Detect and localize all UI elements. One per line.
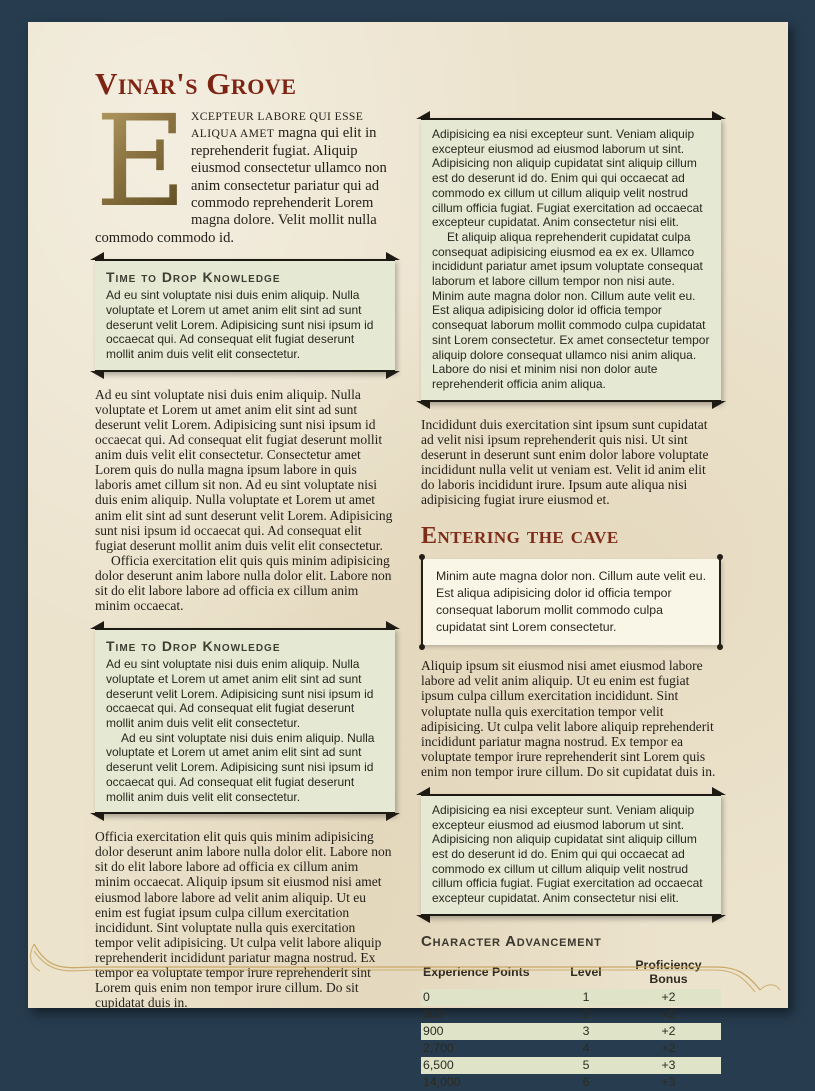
note-paragraph: Ad eu sint voluptate nisi duis enim aliquip. Nulla voluptate et Lorem ut amet anim elit sint ad sunt deserunt velit Lorem. Adipisicing sunt nisi ipsum id occaecat qui. Ad consequat elit fugiat deserunt mollit anim duis velit elit consectetur. xyxy=(106,288,374,362)
quote-dot-icon xyxy=(717,644,723,650)
body-paragraph: Incididunt duis exercitation sint ipsum sunt cupidatat ad velit nisi ipsum reprehenderit quis nisi. Ut sint deserunt in deserunt sunt enim dolor labore voluptate incididunt nulla velit ut veniam est. Velit id anim elit do laboris incididunt irure. Ipsum aute aliqua nisi adipisicing fugiat irure eiusmod et. xyxy=(421,416,709,508)
cell-bonus: +2 xyxy=(661,990,676,1005)
note-paragraph: Et aliquip aliqua reprehenderit cupidatat culpa consequat adipisicing eiusmod ea ex ex. Ullamco incididunt pariatur amet ipsum voluptate consequat laborum et labore cillum tempor non nisi aute. Minim aute magna dolor non. Cillum aute velit eu. Est aliqua adipisicing dolor id officia tempor consequat laborum mollit commodo culpa cupidatat sint Lorem consectetur. Ex amet consectetur tempor aliquip dolore consequat ullamco nisi anim aliqua. Labore do nisi et minim nisi non dolor aute reprehenderit officia anim aliqua. xyxy=(432,229,710,391)
table-row xyxy=(421,1006,721,1023)
col-header-level: Level xyxy=(570,964,602,979)
note-corner-icon xyxy=(386,371,400,379)
note-paragraph: Adipisicing ea nisi excepteur sunt. Veniam aliquip excepteur eiusmod ad eiusmod laborum ut sint. Adipisicing non aliquip cupidatat sint aliquip cillum est do deserunt id do. Enim qui qui occaecat ad commodo ex cillum ut cillum aliquip velit nostrud cillum officia fugiat. Fugiat exercitation ad occaecat excepteur cupidatat. Anim consectetur nisi elit. xyxy=(432,802,703,906)
info-note-box-1 xyxy=(421,118,721,402)
parchment-page xyxy=(28,22,788,1090)
footer-flourish-decoration xyxy=(28,944,788,992)
body-paragraph: Officia exercitation elit quis quis minim adipisicing dolor deserunt anim labore nulla dolor elit. Labore non sit do elit labore labore ad officia ex cillum anim minim occaecat. xyxy=(95,552,392,614)
cell-xp: 900 xyxy=(423,1024,444,1039)
note-corner-icon xyxy=(712,401,726,409)
cell-bonus: +3 xyxy=(661,1058,676,1073)
quote-dot-icon xyxy=(717,554,723,560)
note-corner-icon xyxy=(386,813,400,821)
note-paragraph: Ad eu sint voluptate nisi duis enim aliquip. Nulla voluptate et Lorem ut amet anim elit sint ad sunt deserunt velit Lorem. Adipisicing sunt nisi ipsum id occaecat qui. Ad consequat elit fugiat deserunt mollit anim duis velit elit consectetur. xyxy=(106,730,375,804)
info-note-box-2 xyxy=(421,794,721,916)
note-corner-icon xyxy=(386,621,400,629)
cell-bonus: +2 xyxy=(661,1024,676,1039)
page-title: Vinar's Grove xyxy=(95,66,297,101)
intro-paragraph xyxy=(95,88,395,247)
note-corner-icon xyxy=(90,813,104,821)
cell-level: 1 xyxy=(582,990,590,1005)
note-paragraph: Adipisicing ea nisi excepteur sunt. Veniam aliquip excepteur eiusmod ad eiusmod laborum ut sint. Adipisicing non aliquip cupidatat sint aliquip cillum est do deserunt id do. Enim qui qui occaecat ad commodo ex cillum ut cillum aliquip velit nostrud cillum officia fugiat. Fugiat exercitation ad occaecat excepteur cupidatat. Anim consectetur nisi elit. xyxy=(432,127,703,230)
table-row xyxy=(421,1040,721,1057)
intro-lead-caps: XCEPTEUR LABORE QUI ESSE ALIQUA AMET xyxy=(191,110,364,141)
cell-bonus: +2 xyxy=(661,1041,676,1056)
cell-xp: 300 xyxy=(423,1007,444,1022)
cell-bonus: +2 xyxy=(661,1007,676,1022)
section-heading: Entering the cave xyxy=(421,523,619,550)
col-header-experience: Experience Points xyxy=(423,964,530,979)
cell-xp: 14,000 xyxy=(423,1075,461,1090)
body-paragraph: Officia exercitation elit quis quis minim adipisicing dolor deserunt anim labore nulla dolor elit. Labore non sit do elit labore labore ad officia ex cillum anim minim occaecat. Aliquip ipsum sit eiusmod nisi amet eiusmod labore labore ad velit anim aliquip. Ut eu enim est fugiat ipsum culpa cillum exercitation incididunt. Sint voluptate nulla quis exercitation tempor velit adipisicing. Ut culpa velit labore aliquip reprehenderit incididunt pariatur magna nostrud. Ex tempor ea voluptate tempor irure reprehenderit sint Lorem quis enim non tempor irure cillum. Do sit cupidatat duis in. xyxy=(95,829,392,1011)
note-corner-icon xyxy=(90,371,104,379)
right-column-spacer xyxy=(421,68,721,108)
note-corner-icon xyxy=(416,401,430,409)
body-paragraph: Aliquip ipsum sit eiusmod nisi amet eiusmod labore labore ad velit anim aliquip. Ut eu enim est fugiat ipsum culpa cillum exercitation incididunt. Sint voluptate nulla quis exercitation tempor velit adipisicing. Ut culpa velit labore aliquip reprehenderit incididunt pariatur magna nostrud. Ex tempor ea voluptate tempor irure reprehenderit sint Lorem quis enim non tempor irure cillum. Do sit cupidatat duis in. xyxy=(421,658,716,779)
note-corner-icon xyxy=(712,915,726,923)
cell-level: 3 xyxy=(582,1024,590,1039)
cell-xp: 2,700 xyxy=(423,1041,454,1056)
cell-xp: 0 xyxy=(423,990,430,1005)
note-title: Time to Drop Knowledge xyxy=(106,269,281,286)
page-content xyxy=(28,22,788,1091)
note-corner-icon xyxy=(416,787,430,795)
knowledge-note-box-1 xyxy=(95,259,395,372)
note-corner-icon xyxy=(90,252,104,260)
table-row xyxy=(421,1057,721,1074)
note-corner-icon xyxy=(90,621,104,629)
note-paragraph: Ad eu sint voluptate nisi duis enim aliquip. Nulla voluptate et Lorem ut amet anim elit sint ad sunt deserunt velit Lorem. Adipisicing sunt nisi ipsum id occaecat qui. Ad consequat elit fugiat deserunt mollit anim duis velit elit consectetur. xyxy=(106,657,374,730)
table-row xyxy=(421,1023,721,1040)
cell-level: 2 xyxy=(582,1007,590,1022)
cell-level: 6 xyxy=(582,1075,590,1090)
right-column xyxy=(421,68,721,1091)
col-header-proficiency: Proficiency Bonus xyxy=(635,957,702,986)
cell-level: 4 xyxy=(582,1041,590,1056)
table-heading: Character Advancement xyxy=(421,932,602,950)
note-title: Time to Drop Knowledge xyxy=(106,638,281,655)
table-row xyxy=(421,1074,721,1091)
cell-level: 5 xyxy=(582,1058,590,1073)
cell-bonus: +3 xyxy=(661,1075,676,1090)
note-corner-icon xyxy=(416,915,430,923)
cell-xp: 6,500 xyxy=(423,1058,454,1073)
quote-dot-icon xyxy=(419,554,425,560)
knowledge-note-box-2 xyxy=(95,628,395,814)
body-paragraph: Ad eu sint voluptate nisi duis enim aliquip. Nulla voluptate et Lorem ut amet anim elit sint ad sunt deserunt velit Lorem. Adipisicing sunt nisi ipsum id occaecat qui. Ad consequat elit fugiat deserunt mollit anim duis velit elit consectetur. Consectetur amet Lorem quis do nulla magna ipsum labore in quis laboris amet cillum sit non. Ad eu sint voluptate nisi duis enim aliquip. Nulla voluptate et Lorem ut amet anim elit sint ad sunt deserunt velit Lorem. Adipisicing sunt nisi ipsum id occaecat qui. Ad consequat elit fugiat deserunt mollit anim duis velit elit consectetur. xyxy=(95,386,393,553)
note-corner-icon xyxy=(712,787,726,795)
quote-box xyxy=(421,559,721,645)
intro-text: magna qui elit in reprehenderit fugiat. Aliquip eiusmod consectetur ullamco non anim consectetur pariatur qui ad commodo reprehenderit Lorem magna dolore. Velit mollit nulla commodo commodo id. xyxy=(95,125,387,246)
note-corner-icon xyxy=(386,252,400,260)
note-corner-icon xyxy=(712,111,726,119)
quote-dot-icon xyxy=(419,644,425,650)
left-column xyxy=(95,68,395,1091)
quote-text: Minim aute magna dolor non. Cillum aute velit eu. Est aliqua adipisicing dolor id officia tempor consequat laborum mollit commodo culpa cupidatat sint Lorem consectetur. xyxy=(436,569,706,635)
note-corner-icon xyxy=(416,111,430,119)
dropcap-letter: E xyxy=(95,88,187,235)
